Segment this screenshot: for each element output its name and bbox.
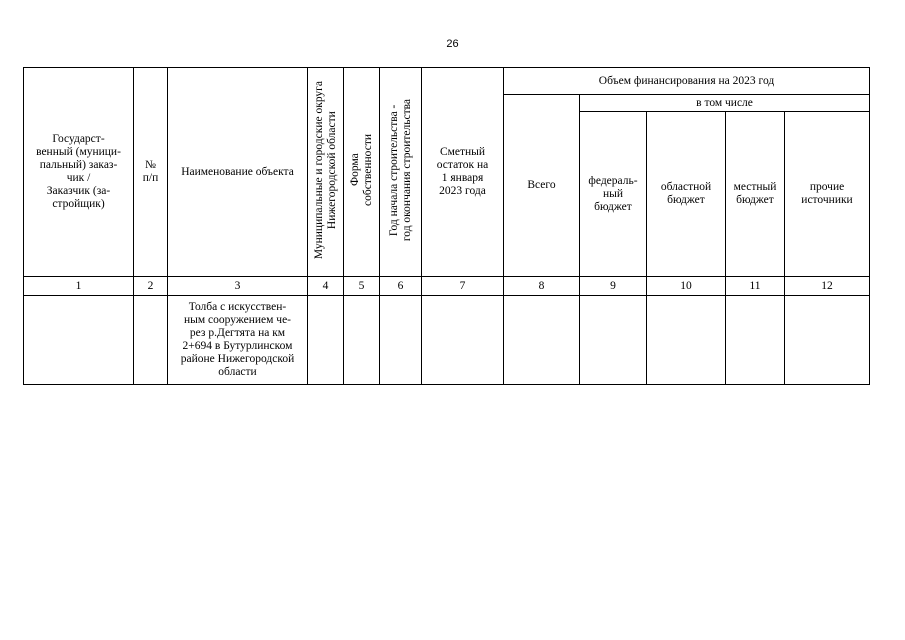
cell-customer: [24, 296, 134, 385]
cell-object-name: Толба с искусствен- ным сооружением че- рез р.Дегтята на км 2+694 в Бутурлинском районе Нижегородской области: [168, 296, 308, 385]
cell-estimate-balance: [422, 296, 504, 385]
cell-federal: [580, 296, 647, 385]
header-number: № п/п: [134, 68, 168, 277]
column-number: 3: [168, 277, 308, 296]
column-number: 10: [647, 277, 726, 296]
header-ownership-cell: [344, 68, 380, 277]
column-number: 5: [344, 277, 380, 296]
cell-regional: [647, 296, 726, 385]
column-number-row: [24, 277, 870, 296]
header-local: местный бюджет: [726, 112, 785, 277]
cell-number: [134, 296, 168, 385]
header-estimate-balance: Сметный остаток на 1 января 2023 года: [422, 68, 504, 277]
header-municipalities-cell: [308, 68, 344, 277]
header-municipalities: Муниципальные и городские округа Нижегородской области: [312, 80, 338, 260]
header-regional: областной бюджет: [647, 112, 726, 277]
header-object-name: Наименование объекта: [168, 68, 308, 277]
header-funding-group: Объем финансирования на 2023 год: [504, 68, 870, 95]
column-number: 11: [726, 277, 785, 296]
column-number: 2: [134, 277, 168, 296]
column-number: 1: [24, 277, 134, 296]
cell-ownership: [344, 296, 380, 385]
column-number: 6: [380, 277, 422, 296]
header-including: в том числе: [580, 95, 870, 112]
header-other: прочие источники: [785, 112, 870, 277]
header-years: Год начала строительства - год окончания строительства: [387, 98, 413, 242]
cell-years: [380, 296, 422, 385]
column-number: 8: [504, 277, 580, 296]
header-ownership: Форма собственности: [348, 134, 374, 206]
financing-table: [23, 67, 870, 385]
cell-other: [785, 296, 870, 385]
cell-municipality: [308, 296, 344, 385]
column-number: 4: [308, 277, 344, 296]
header-customer: Государст- венный (муници- пальный) заказ- чик / Заказчик (за- стройщик): [24, 68, 134, 277]
page-number: 26: [446, 38, 459, 50]
column-number: 9: [580, 277, 647, 296]
cell-total: [504, 296, 580, 385]
table-row: [24, 296, 870, 385]
cell-local: [726, 296, 785, 385]
column-number: 12: [785, 277, 870, 296]
header-federal: федераль- ный бюджет: [580, 112, 647, 277]
column-number: 7: [422, 277, 504, 296]
header-total: Всего: [504, 95, 580, 277]
header-years-cell: [380, 68, 422, 277]
